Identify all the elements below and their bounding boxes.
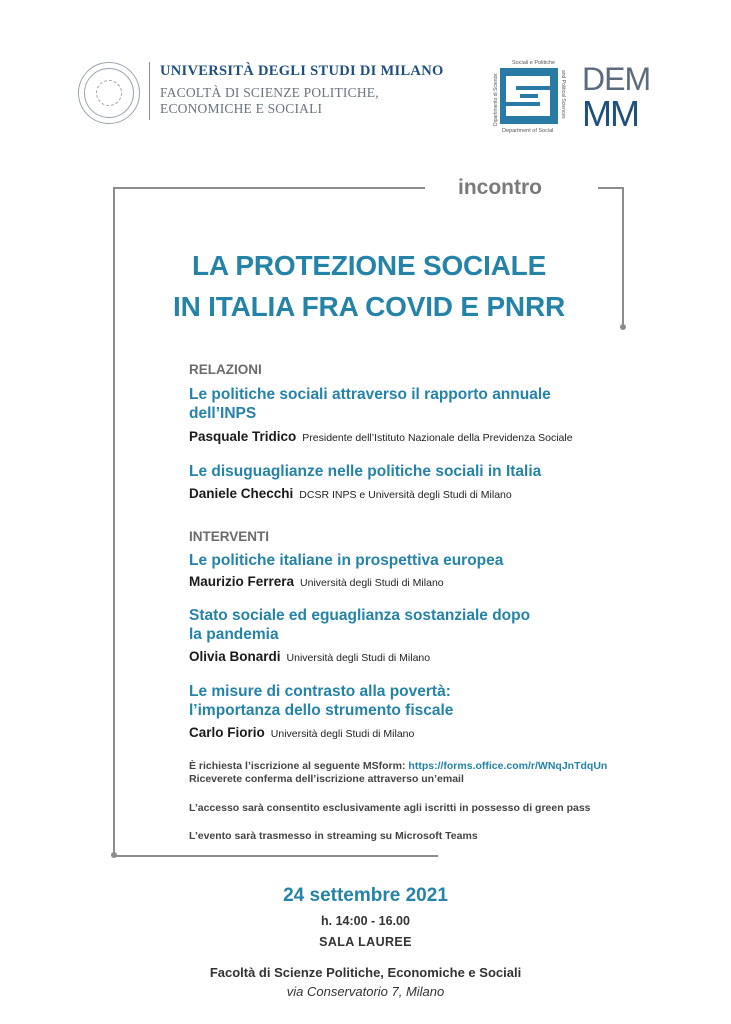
sps-logo-right-text: and Political Sciences: [560, 70, 566, 119]
frame-dot-right: [620, 324, 626, 330]
speaker-affiliation: Università degli Studi di Milano: [270, 728, 415, 740]
talk-title: [189, 385, 551, 423]
speaker-affiliation: Università degli Studi di Milano: [300, 577, 444, 589]
event-kind-label: incontro: [458, 176, 542, 199]
talk-title: [189, 551, 503, 570]
sps-department-logo: [490, 56, 570, 134]
event-venue: Facoltà di Scienze Politiche, Economiche e Sociali: [209, 965, 522, 980]
demm-logo-line-2: MM: [582, 93, 638, 128]
faculty-name: [160, 85, 379, 117]
registration-line: [189, 760, 607, 773]
speaker-name: Pasquale Tridico: [189, 429, 297, 444]
streaming-note: L’evento sarà trasmesso in streaming su Microsoft Teams: [189, 830, 478, 842]
university-seal-logo: [78, 62, 140, 124]
talk-title-line-1: Le politiche italiane in prospettiva europea: [189, 552, 504, 569]
speaker-line: [189, 428, 573, 446]
speaker-name: Daniele Checchi: [189, 486, 294, 501]
section-label-relazioni: RELAZIONI: [189, 362, 262, 377]
university-name: UNIVERSITÀ DEGLI STUDI DI MILANO: [160, 63, 444, 79]
faculty-name-line-1: FACOLTÀ DI SCIENZE POLITICHE,: [160, 85, 379, 100]
speaker-line: [189, 648, 430, 666]
frame-top-left-line: [113, 187, 425, 189]
event-title-line-1: LA PROTEZIONE SOCIALE: [191, 250, 547, 281]
header-divider: [149, 62, 150, 120]
frame-left-line: [113, 187, 115, 855]
talk-title: [189, 682, 453, 720]
demm-department-logo: [582, 62, 652, 128]
speaker-name: Carlo Fiorio: [189, 725, 265, 740]
registration-note: [189, 760, 607, 786]
event-title-line-2: IN ITALIA FRA COVID E PNRR: [173, 291, 565, 322]
confirmation-note: Riceverete conferma dell’iscrizione attraverso un’email: [189, 773, 464, 785]
speaker-affiliation: DCSR INPS e Università degli Studi di Milano: [299, 489, 512, 501]
frame-bottom-line: [113, 855, 438, 857]
access-note: L’accesso sarà consentito esclusivamente agli iscritti in possesso di green pass: [189, 802, 591, 814]
speaker-line: [189, 573, 444, 591]
event-date: 24 settembre 2021: [283, 885, 448, 906]
speaker-affiliation: Università degli Studi di Milano: [286, 652, 431, 664]
talk-title-line-2: la pandemia: [189, 626, 279, 643]
faculty-name-line-2: ECONOMICHE E SOCIALI: [160, 101, 323, 116]
talk-title-line-1: Le politiche sociali attraverso il rapporto annuale: [189, 386, 551, 403]
demm-logo-line-1: DEM: [582, 62, 651, 97]
speaker-name: Olivia Bonardi: [189, 649, 281, 664]
talk-title-line-2: dell’INPS: [189, 405, 257, 422]
event-address: via Conservatorio 7, Milano: [286, 984, 445, 999]
frame-top-right-line: [598, 187, 622, 189]
event-room: SALA LAUREE: [319, 935, 412, 949]
talk-title-line-1: Le disuguaglianze nelle politiche sociali in Italia: [189, 463, 542, 480]
registration-link[interactable]: https://forms.office.com/r/WNqJnTdqUn: [408, 760, 608, 772]
sps-logo-left-text: Dipartimento di Scienze: [493, 73, 499, 126]
speaker-name: Maurizio Ferrera: [189, 574, 295, 589]
event-hours: h. 14:00 - 16.00: [321, 914, 410, 928]
talk-title: [189, 606, 530, 644]
talk-title-line-1: Le misure di contrasto alla povertà:: [189, 683, 451, 700]
sps-logo-top-text: Sociali e Politiche: [512, 60, 556, 66]
talk-title-line-1: Stato sociale ed eguaglianza sostanziale dopo: [189, 607, 531, 624]
frame-dot-left: [111, 852, 117, 858]
registration-prefix: È richiesta l’iscrizione al seguente MSform:: [189, 760, 409, 772]
section-label-interventi: INTERVENTI: [189, 529, 270, 544]
talk-title-line-2: l’importanza dello strumento fiscale: [189, 702, 454, 719]
speaker-affiliation: Presidente dell’Istituto Nazionale della Previdenza Sociale: [302, 432, 573, 444]
sps-logo-bottom-text: Department of Social: [502, 128, 554, 134]
speaker-line: [189, 724, 414, 742]
speaker-line: [189, 485, 512, 503]
talk-title: [189, 462, 541, 481]
